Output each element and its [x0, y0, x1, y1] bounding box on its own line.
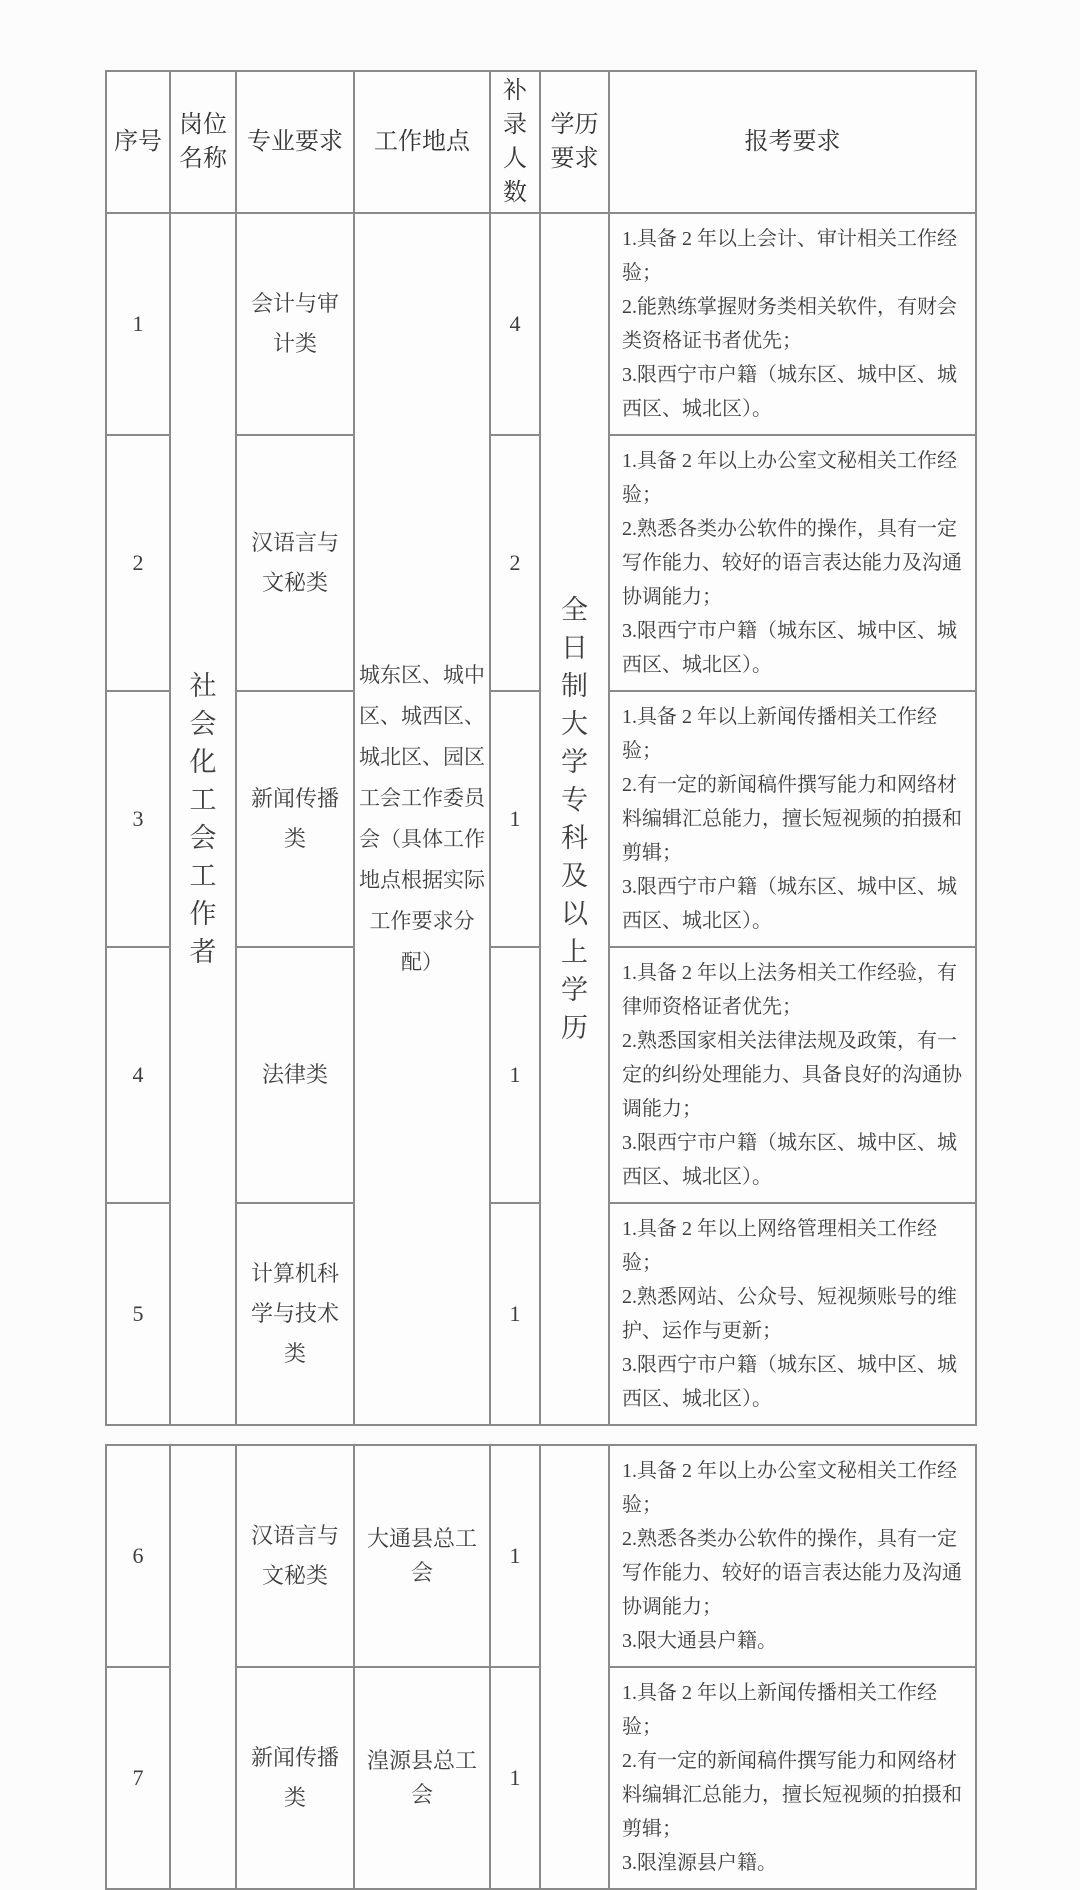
- cell-no-3: 3: [106, 691, 170, 947]
- requirement-item: 3.限西宁市户籍（城东区、城中区、城西区、城北区）。: [622, 876, 957, 932]
- cell-requirements-3: [609, 691, 976, 947]
- cell-major-7: 新闻传播类: [236, 1667, 354, 1889]
- requirement-item: 3.限湟源县户籍。: [622, 1852, 777, 1874]
- header-cell-major: 专业要求: [236, 71, 354, 213]
- requirement-item: 2.熟悉各类办公软件的操作，具有一定写作能力、较好的语言表达能力及沟通协调能力；: [622, 518, 962, 608]
- cell-no-5: 5: [106, 1203, 170, 1425]
- requirement-item: 3.限西宁市户籍（城东区、城中区、城西区、城北区）。: [622, 620, 957, 676]
- cell-quota-3: 1: [490, 691, 540, 947]
- cell-major-4: 法律类: [236, 947, 354, 1203]
- cell-quota-2: 2: [490, 435, 540, 691]
- table-row-6: [106, 1445, 976, 1667]
- requirement-item: 1.具备 2 年以上会计、审计相关工作经验；: [622, 228, 957, 284]
- recruitment-table-2: [105, 1444, 977, 1890]
- requirement-item: 1.具备 2 年以上办公室文秘相关工作经验；: [622, 1460, 957, 1516]
- cell-location-6: 大通县总工会: [354, 1445, 490, 1667]
- cell-location-group: [354, 213, 490, 1425]
- header-cell-education: 学历要求: [540, 71, 609, 213]
- cell-position-group: [170, 213, 236, 1425]
- requirement-item: 2.有一定的新闻稿件撰写能力和网络材料编辑汇总能力，擅长短视频的拍摄和剪辑；: [622, 774, 962, 864]
- location-group-text: 城东区、城中区、城西区、城北区、园区工会工作委员会（具体工作地点根据实际工作要求分配）: [359, 663, 485, 974]
- requirement-item: 2.熟悉国家相关法律法规及政策，有一定的纠纷处理能力、具备良好的沟通协调能力；: [622, 1030, 962, 1120]
- cell-quota-5: 1: [490, 1203, 540, 1425]
- requirement-item: 1.具备 2 年以上网络管理相关工作经验；: [622, 1218, 937, 1274]
- cell-quota-4: 1: [490, 947, 540, 1203]
- requirement-item: 1.具备 2 年以上法务相关工作经验，有律师资格证者优先；: [622, 962, 957, 1018]
- cell-requirements-6: [609, 1445, 976, 1667]
- cell-quota-7: 1: [490, 1667, 540, 1889]
- education-group-vertical-text: 全日制大学专科及以上学历: [561, 595, 588, 1043]
- cell-no-7: 7: [106, 1667, 170, 1889]
- cell-requirements-4: [609, 947, 976, 1203]
- cell-education-group-continued: [540, 1445, 609, 1889]
- position-group-vertical-text: 社会化工会工作者: [189, 671, 217, 967]
- cell-requirements-1: [609, 213, 976, 435]
- cell-major-6: 汉语言与文秘类: [236, 1445, 354, 1667]
- cell-no-6: 6: [106, 1445, 170, 1667]
- requirement-item: 1.具备 2 年以上办公室文秘相关工作经验；: [622, 450, 957, 506]
- cell-education-group: [540, 213, 609, 1425]
- requirement-item: 1.具备 2 年以上新闻传播相关工作经验；: [622, 1682, 937, 1738]
- requirement-item: 2.能熟练掌握财务类相关软件，有财会类资格证书者优先；: [622, 296, 957, 352]
- requirement-item: 2.熟悉各类办公软件的操作，具有一定写作能力、较好的语言表达能力及沟通协调能力；: [622, 1528, 962, 1618]
- cell-major-2: 汉语言与文秘类: [236, 435, 354, 691]
- recruitment-table-1: [105, 70, 977, 1426]
- header-cell-requirements: 报考要求: [609, 71, 976, 213]
- requirement-item: 2.有一定的新闻稿件撰写能力和网络材料编辑汇总能力，擅长短视频的拍摄和剪辑；: [622, 1750, 962, 1840]
- cell-no-1: 1: [106, 213, 170, 435]
- cell-quota-1: 4: [490, 213, 540, 435]
- requirement-item: 3.限西宁市户籍（城东区、城中区、城西区、城北区）。: [622, 1354, 957, 1410]
- header-cell-location: 工作地点: [354, 71, 490, 213]
- cell-requirements-5: [609, 1203, 976, 1425]
- header-cell-position: 岗位名称: [170, 71, 236, 213]
- requirement-item: 3.限西宁市户籍（城东区、城中区、城西区、城北区）。: [622, 364, 957, 420]
- table-row-1: [106, 213, 976, 435]
- table-header-row: [106, 71, 976, 213]
- requirement-item: 2.熟悉网站、公众号、短视频账号的维护、运作与更新；: [622, 1286, 957, 1342]
- header-cell-quota: 补录人数: [490, 71, 540, 213]
- cell-quota-6: 1: [490, 1445, 540, 1667]
- header-cell-no: 序号: [106, 71, 170, 213]
- cell-no-2: 2: [106, 435, 170, 691]
- cell-major-5: 计算机科学与技术类: [236, 1203, 354, 1425]
- cell-requirements-7: [609, 1667, 976, 1889]
- requirement-item: 3.限西宁市户籍（城东区、城中区、城西区、城北区）。: [622, 1132, 957, 1188]
- requirement-item: 3.限大通县户籍。: [622, 1630, 777, 1652]
- cell-major-3: 新闻传播类: [236, 691, 354, 947]
- cell-major-1: 会计与审计类: [236, 213, 354, 435]
- requirement-item: 1.具备 2 年以上新闻传播相关工作经验；: [622, 706, 937, 762]
- cell-no-4: 4: [106, 947, 170, 1203]
- cell-requirements-2: [609, 435, 976, 691]
- cell-location-7: 湟源县总工会: [354, 1667, 490, 1889]
- cell-position-group-continued: [170, 1445, 236, 1889]
